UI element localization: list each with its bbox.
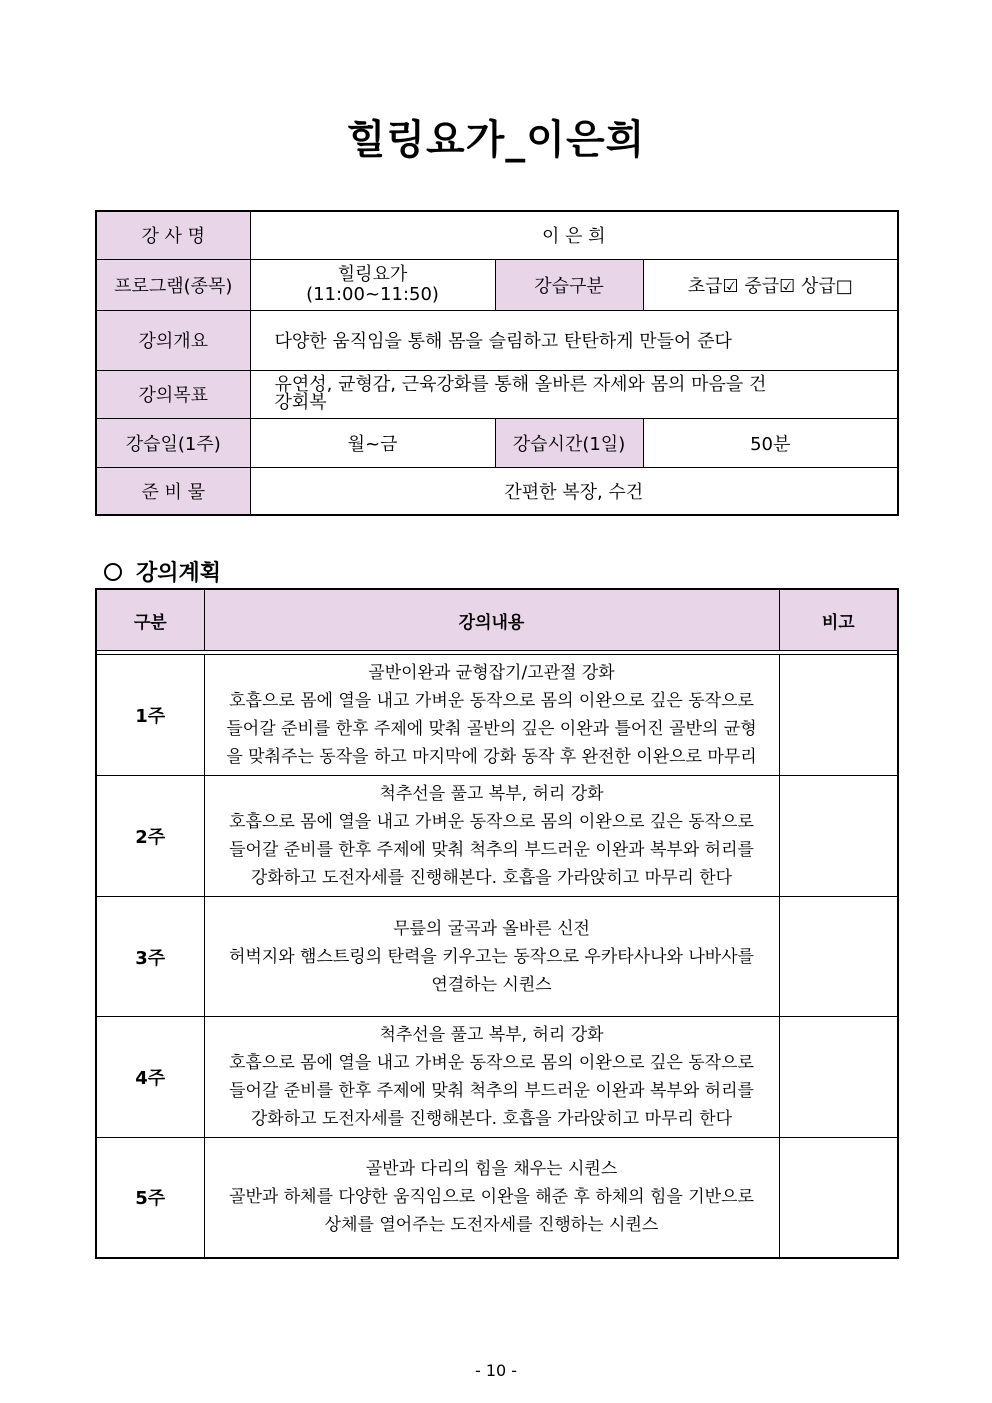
lesson-description-line: 강화하고 도전자세를 진행해본다. 호흡을 가라앉히고 마무리 한다 — [250, 868, 733, 888]
program-time: (11:00~11:50) — [306, 283, 439, 305]
plan-row — [96, 1138, 898, 1258]
week-cell: 5주 — [96, 1138, 204, 1258]
program-label: 프로그램(종목) — [96, 259, 250, 310]
lesson-topic: 척추선을 풀고 복부, 허리 강화 — [379, 1025, 604, 1045]
week-cell: 2주 — [96, 776, 204, 897]
program-value — [250, 259, 495, 310]
lesson-topic: 골반이완과 균형잡기/고관절 강화 — [368, 663, 615, 683]
supplies-label: 준 비 물 — [96, 467, 250, 515]
note-cell — [779, 776, 898, 897]
content-cell — [204, 897, 779, 1017]
lesson-description-line: 들어갈 준비를 한후 주제에 맞춰 척추의 부드러운 이완과 복부와 허리를 — [229, 840, 754, 860]
content-cell — [204, 1138, 779, 1258]
page-number: - 10 - — [474, 1361, 518, 1380]
content-cell — [204, 655, 779, 776]
level-value: 초급☑ 중급☑ 상급□ — [643, 259, 898, 310]
lecture-plan-table — [95, 588, 899, 1259]
hours-label: 강습시간(1일) — [495, 418, 643, 467]
plan-row — [96, 897, 898, 1017]
plan-row — [96, 1017, 898, 1138]
hours-value: 50분 — [643, 418, 898, 467]
lesson-description-line: 강화하고 도전자세를 진행해본다. 호흡을 가라앉히고 마무리 한다 — [250, 1109, 733, 1129]
page-title: 힐링요가_이은희 — [346, 117, 646, 163]
content-cell — [204, 776, 779, 897]
plan-header-row — [96, 589, 898, 651]
lesson-description-line: 호흡으로 몸에 열을 내고 가벼운 동작으로 몸의 이완으로 깊은 동작으로 — [229, 812, 754, 832]
overview-value: 다양한 움직임을 통해 몸을 슬림하고 탄탄하게 만들어 준다 — [250, 310, 898, 370]
lesson-topic: 무릎의 굴곡과 올바른 신전 — [393, 918, 590, 939]
goal-value — [250, 370, 898, 418]
overview-label: 강의개요 — [96, 310, 250, 370]
lesson-description-line: 호흡으로 몸에 열을 내고 가벼운 동작으로 몸의 이완으로 깊은 동작으로 — [229, 691, 754, 711]
lesson-description-line: 연결하는 시퀀스 — [431, 974, 552, 995]
section-heading — [104, 556, 221, 587]
lesson-description-line: 들어갈 준비를 한후 주제에 맞춰 척추의 부드러운 이완과 복부와 허리를 — [229, 1081, 754, 1101]
days-value: 월~금 — [250, 418, 495, 467]
note-cell — [779, 1138, 898, 1258]
program-name: 힐링요가 — [337, 263, 408, 285]
lesson-description-line: 을 맞춰주는 동작을 하고 마지막에 강화 동작 후 완전한 이완으로 마무리 — [226, 747, 757, 767]
header-note: 비고 — [779, 589, 898, 651]
lesson-description-line: 상체를 열어주는 도전자세를 진행하는 시퀀스 — [324, 1215, 659, 1236]
content-cell — [204, 1017, 779, 1138]
instructor-label: 강 사 명 — [96, 211, 250, 259]
note-cell — [779, 897, 898, 1017]
plan-row — [96, 776, 898, 897]
goal-line-1: 유연성, 균형감, 근육강화를 통해 올바른 자세와 몸의 마음을 건 — [274, 374, 767, 395]
plan-row — [96, 655, 898, 776]
lesson-description-line: 호흡으로 몸에 열을 내고 가벼운 동작으로 몸의 이완으로 깊은 동작으로 — [229, 1053, 754, 1073]
section-title: 강의계획 — [136, 561, 222, 586]
plan-body — [96, 655, 898, 1258]
goal-label: 강의목표 — [96, 370, 250, 418]
header-week: 구분 — [96, 589, 204, 651]
days-label: 강습일(1주) — [96, 418, 250, 467]
lesson-topic: 골반과 다리의 힘을 채우는 시퀀스 — [365, 1159, 618, 1180]
note-cell — [779, 1017, 898, 1138]
lesson-description-line: 허벅지와 햄스트링의 탄력을 키우고는 동작으로 우카타사나와 나바사를 — [228, 946, 755, 967]
lesson-description-line: 들어갈 준비를 한후 주제에 맞춰 골반의 깊은 이완과 틀어진 골반의 균형 — [226, 719, 757, 739]
lesson-description-line: 골반과 하체를 다양한 움직임으로 이완을 해준 후 하체의 힘을 기반으로 — [229, 1187, 754, 1208]
week-cell: 1주 — [96, 655, 204, 776]
level-label: 강습구분 — [495, 259, 643, 310]
week-cell: 3주 — [96, 897, 204, 1017]
goal-line-2: 강회복 — [274, 392, 327, 413]
circle-bullet-icon — [104, 563, 122, 581]
supplies-value: 간편한 복장, 수건 — [250, 467, 898, 515]
lesson-topic: 척추선을 풀고 복부, 허리 강화 — [379, 784, 604, 804]
header-content: 강의내용 — [204, 589, 779, 651]
note-cell — [779, 655, 898, 776]
instructor-value: 이 은 희 — [250, 211, 898, 259]
week-cell: 4주 — [96, 1017, 204, 1138]
course-info-table — [95, 210, 899, 516]
